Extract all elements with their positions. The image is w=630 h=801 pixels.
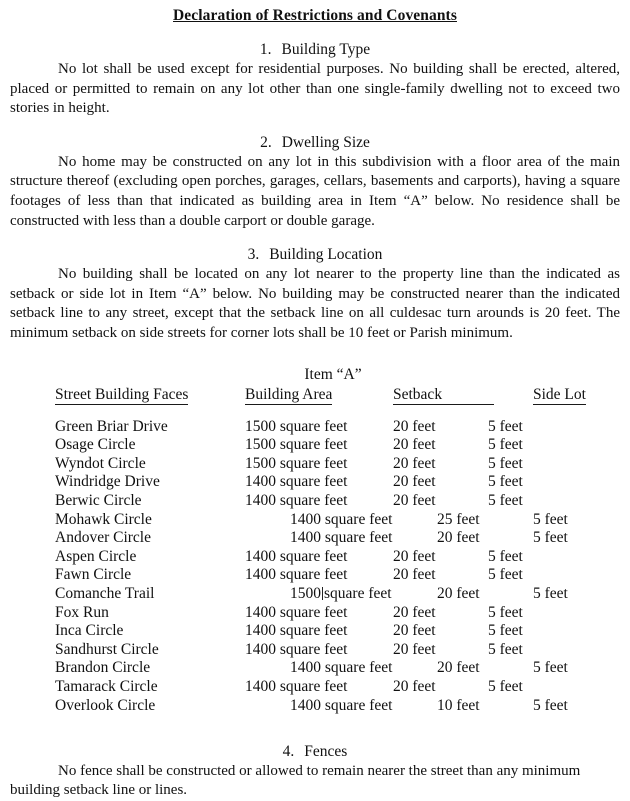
- cell-side-lot: 5 feet: [488, 491, 523, 509]
- section-body-2: No home may be constructed on any lot in this subdivision with a floor area of the main structure thereof (excluding open porches, garages, cellars, basements and carports), having a square footages of less than that indicated as building area in Item “A” below. No residence shall be constructed with less than a double carport or double garage.: [10, 153, 620, 229]
- cell-street: Sandhurst Circle: [55, 640, 159, 658]
- cell-building-area: 1400 square feet: [245, 547, 348, 565]
- table-row: [0, 659, 630, 678]
- cell-setback: 20 feet: [393, 640, 436, 658]
- cell-side-lot: 5 feet: [533, 659, 568, 677]
- column-header-setback: [393, 386, 494, 404]
- cell-building-area: 1500 square feet: [245, 436, 348, 454]
- cell-building-area: 1400 square feet: [290, 659, 393, 677]
- cell-street: Comanche Trail: [55, 584, 155, 602]
- section-heading-2: [0, 133, 630, 153]
- cell-setback: 20 feet: [393, 622, 436, 640]
- table-row: [0, 529, 630, 548]
- cell-street: Fawn Circle: [55, 566, 132, 584]
- cell-setback: 20 feet: [393, 417, 436, 435]
- cell-building-area: 1400 square feet: [245, 566, 348, 584]
- cell-street: Fox Run: [55, 603, 109, 621]
- text-cursor: [322, 587, 323, 600]
- cell-building-area: 1400 square feet: [290, 529, 393, 547]
- cell-street: Green Briar Drive: [55, 417, 168, 435]
- column-header-street: [55, 386, 188, 404]
- cell-street: Aspen Circle: [55, 547, 137, 565]
- cell-setback: 20 feet: [437, 529, 480, 547]
- cell-side-lot: 5 feet: [488, 547, 523, 565]
- cell-side-lot: 5 feet: [533, 510, 568, 528]
- table-row: [0, 473, 630, 492]
- cell-setback: 20 feet: [393, 436, 436, 454]
- cell-building-area: 1500 square feet: [290, 584, 392, 602]
- column-header-setback-text: Setback: [393, 386, 494, 405]
- cell-street: Andover Circle: [55, 529, 151, 547]
- item-a-label: Item “A”: [304, 365, 362, 383]
- section-body-1: No lot shall be used except for residential purposes. No building shall be erected, altered, placed or permitted to remain on any lot other than one single-family dwelling not to exceed two stories in height.: [10, 61, 620, 117]
- cell-building-area: 1500 square feet: [245, 417, 348, 435]
- cell-street: Overlook Circle: [55, 696, 156, 714]
- section-number-3: 3.: [247, 246, 260, 264]
- cell-side-lot: 5 feet: [488, 603, 523, 621]
- table-row: [0, 455, 630, 474]
- cell-building-area: 1400 square feet: [290, 696, 393, 714]
- cell-setback: 20 feet: [393, 547, 436, 565]
- section-title-3: Building Location: [269, 246, 383, 264]
- cell-setback: 10 feet: [437, 696, 480, 714]
- cell-setback: 20 feet: [437, 659, 480, 677]
- cell-side-lot: 5 feet: [488, 473, 523, 491]
- cell-setback: 20 feet: [393, 603, 436, 621]
- cell-building-area: 1400 square feet: [245, 491, 348, 509]
- cell-setback: 20 feet: [437, 584, 480, 602]
- cell-street: Tamarack Circle: [55, 677, 158, 695]
- cell-setback: 25 feet: [437, 510, 480, 528]
- table-row: [0, 622, 630, 641]
- table-row: [0, 548, 630, 567]
- table-row: [0, 697, 630, 716]
- cell-side-lot: 5 feet: [488, 436, 523, 454]
- cell-building-area: 1400 square feet: [245, 622, 348, 640]
- cell-side-lot: 5 feet: [533, 529, 568, 547]
- column-header-building-area: [245, 386, 332, 404]
- cell-side-lot: 5 feet: [488, 622, 523, 640]
- section-number-2: 2.: [260, 133, 272, 151]
- section-title-4: Fences: [304, 742, 348, 760]
- cell-building-area: 1400 square feet: [245, 473, 348, 491]
- cell-setback: 20 feet: [393, 677, 436, 695]
- page-title: [0, 6, 630, 26]
- cell-side-lot: 5 feet: [488, 640, 523, 658]
- cell-setback: 20 feet: [393, 454, 436, 472]
- cell-setback: 20 feet: [393, 491, 436, 509]
- table-row: [0, 492, 630, 511]
- cell-side-lot: 5 feet: [488, 677, 523, 695]
- column-header-street-text: Street Building Faces: [55, 385, 189, 403]
- cell-side-lot: 5 feet: [488, 417, 523, 435]
- section-heading-4: [0, 742, 630, 762]
- cell-building-area: 1400 square feet: [245, 677, 348, 695]
- cell-street: Inca Circle: [55, 622, 124, 640]
- cell-street: Wyndot Circle: [55, 454, 146, 472]
- cell-side-lot: 5 feet: [488, 454, 523, 472]
- cell-setback: 20 feet: [393, 566, 436, 584]
- column-header-side-lot: [533, 386, 586, 404]
- cell-setback: 20 feet: [393, 473, 436, 491]
- cell-building-area: 1500 square feet: [245, 454, 348, 472]
- cell-building-area: 1400 square feet: [290, 510, 393, 528]
- section-number-1: 1.: [259, 41, 272, 58]
- section-number-4: 4.: [282, 742, 295, 760]
- cell-side-lot: 5 feet: [533, 696, 568, 714]
- document-page: [0, 6, 630, 799]
- table-row: [0, 641, 630, 660]
- cell-building-area: 1400 square feet: [245, 640, 348, 658]
- section-heading-3: [0, 245, 630, 265]
- table-row: [0, 418, 630, 437]
- page-title-text: Declaration of Restrictions and Covenants: [173, 7, 457, 24]
- cell-street: Osage Circle: [55, 436, 136, 454]
- cell-street: Mohawk Circle: [55, 510, 152, 528]
- section-body-3: No building shall be located on any lot nearer to the property line than the indicated as setback or side lot in Item “A” below. No building may be constructed nearer than the indicated setback line to any street, except that the setback line on all culdesac turn arounds is 20 feet. The minimum setback on side streets for corner lots shall be 10 feet or Parish minimum.: [10, 266, 620, 341]
- cell-side-lot: 5 feet: [488, 566, 523, 584]
- table-row: [0, 678, 630, 697]
- cell-street: Berwic Circle: [55, 491, 142, 509]
- section-heading-1: [0, 40, 630, 60]
- section-body-4: No fence shall be constructed or allowed to remain nearer the street than any minimum building setback line or lines.: [10, 762, 581, 799]
- table-row: [0, 511, 630, 530]
- table-row: [0, 436, 630, 455]
- table-row: [0, 604, 630, 623]
- cell-building-area: 1400 square feet: [245, 603, 348, 621]
- column-header-building-area-text: Building Area: [245, 385, 333, 403]
- cell-side-lot: 5 feet: [533, 584, 568, 602]
- section-title-1: Building Type: [281, 41, 371, 58]
- table-row: [0, 585, 630, 604]
- table-row: [0, 566, 630, 585]
- item-a-table: [0, 366, 630, 716]
- section-title-2: Dwelling Size: [281, 133, 370, 151]
- column-header-side-lot-text: Side Lot: [533, 385, 586, 403]
- cell-street: Brandon Circle: [55, 659, 151, 677]
- cell-street: Windridge Drive: [55, 473, 160, 491]
